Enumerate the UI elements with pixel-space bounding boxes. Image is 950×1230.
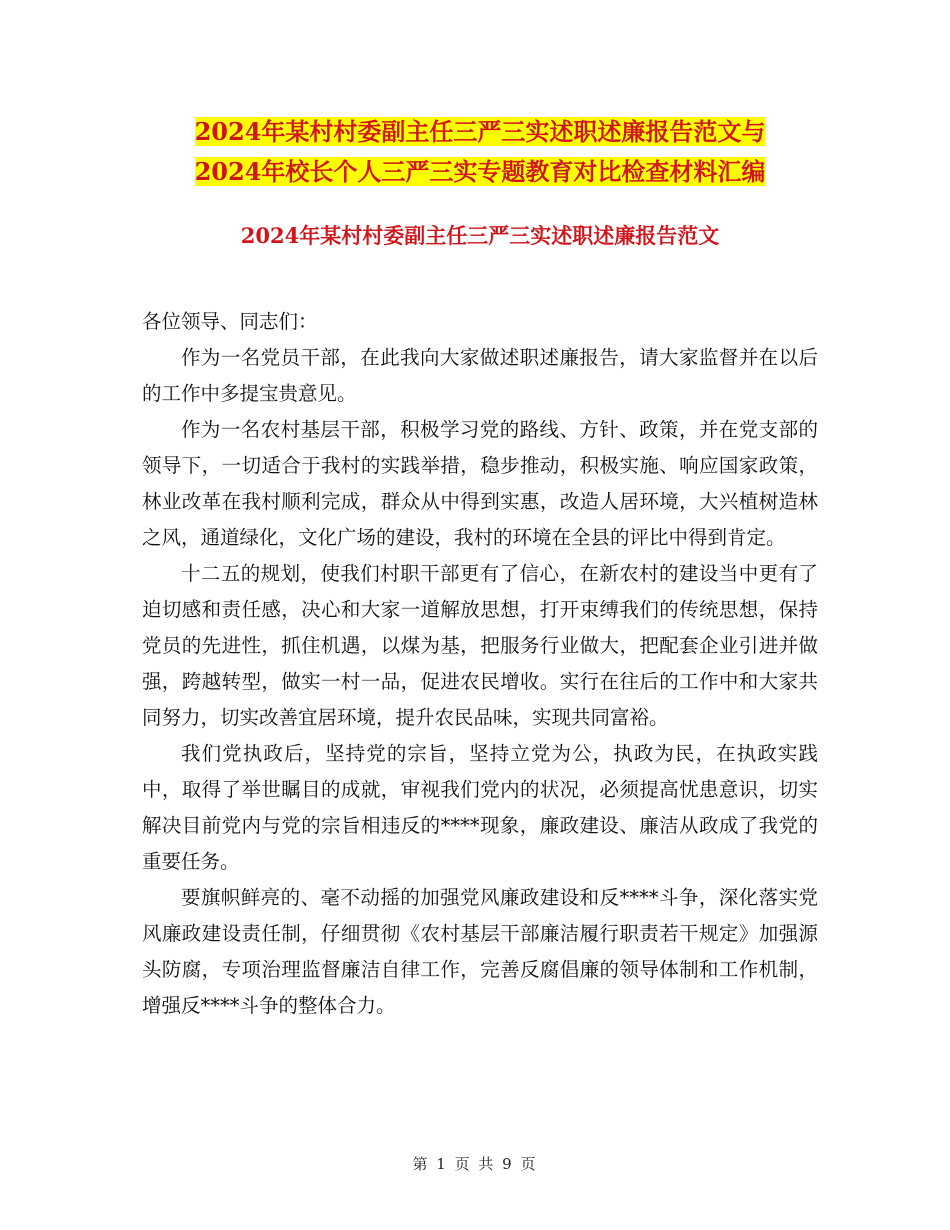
- paragraph: 作为一名农村基层干部，积极学习党的路线、方针、政策，并在党支部的领导下，一切适合于我村的实践举措，稳步推动，积极实施、响应国家政策，林业改革在我村顺利完成，群众从中得到实惠，改造人居环境，大兴植树造林之风，通道绿化，文化广场的建设，我村的环境在全县的评比中得到肯定。: [142, 418, 818, 549]
- paragraph: 要旗帜鲜亮的、毫不动摇的加强党风廉政建设和反****斗争，深化落实党风廉政建设责任制，仔细贯彻《农村基层干部廉洁履行职责若干规定》加强源头防腐，专项治理监督廉洁自律工作，完善反腐倡廉的领导体制和工作机制，增强反****斗争的整体合力。: [142, 886, 818, 1017]
- document-title: [140, 112, 820, 192]
- paragraph: 作为一名党员干部，在此我向大家做述职述廉报告，请大家监督并在以后的工作中多提宝贵意见。: [142, 346, 818, 405]
- section-title: 2024年某村村委副主任三严三实述职述廉报告范文: [240, 223, 720, 248]
- title-line-2: 2024年校长个人三严三实专题教育对比检查材料汇编: [194, 157, 766, 186]
- paragraph: 我们党执政后，坚持党的宗旨，坚持立党为公，执政为民，在执政实践中，取得了举世瞩目的成就，审视我们党内的状况，必须提高忧患意识，切实解决目前党内与党的宗旨相违反的****现象，廉政建设、廉洁从政成了我党的重要任务。: [142, 742, 818, 873]
- title-line-1: 2024年某村村委副主任三严三实述职述廉报告范文与: [194, 117, 766, 146]
- document-body: [142, 304, 818, 1024]
- page-number-footer: 第 1 页 共 9 页: [412, 1155, 538, 1173]
- greeting: 各位领导、同志们：: [142, 310, 318, 333]
- paragraph: 十二五的规划，使我们村职干部更有了信心，在新农村的建设当中更有了迫切感和责任感，决心和大家一道解放思想，打开束缚我们的传统思想，保持党员的先进性，抓住机遇，以煤为基，把服务行业做大，把配套企业引进并做强，跨越转型，做实一村一品，促进农民增收。实行在往后的工作中和大家共同努力，切实改善宜居环境，提升农民品味，实现共同富裕。: [142, 562, 818, 729]
